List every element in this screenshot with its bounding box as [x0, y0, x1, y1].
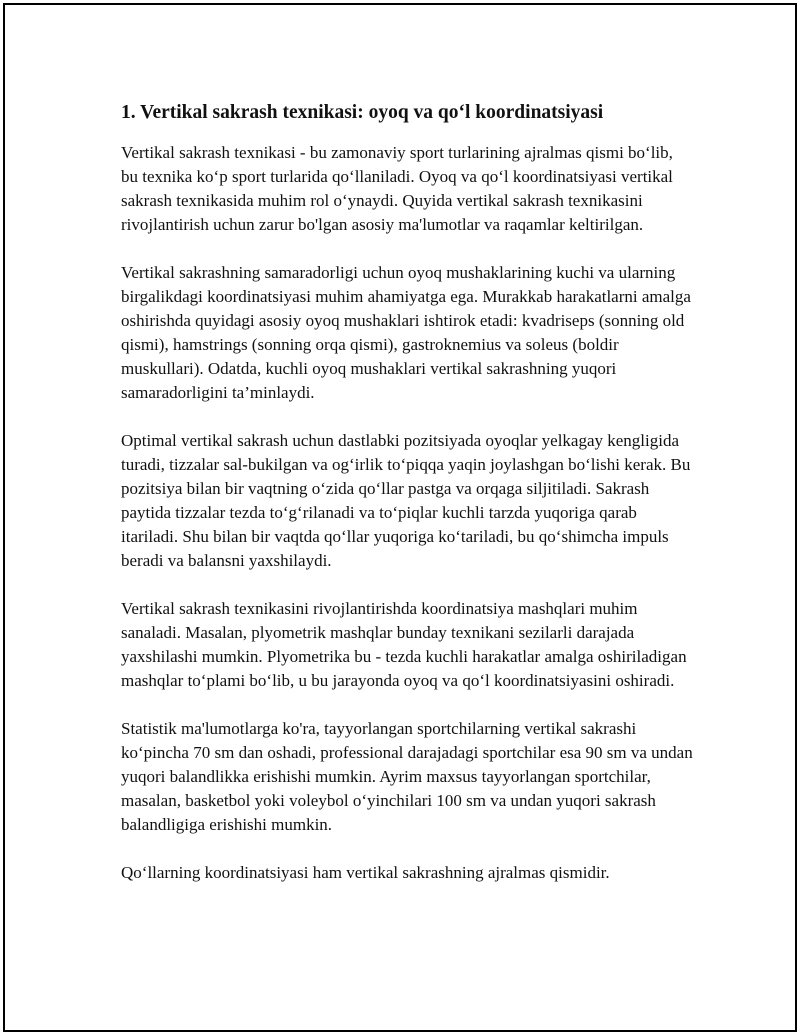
paragraph-coordination-exercises: Vertikal sakrash texnikasini rivojlantirishda koordinatsiya mashqlari muhim sanaladi. Masalan, plyometrik mashqlar bunday texnikani sezilarli darajada yaxshilashi mumkin. Plyometrika bu - tezda kuchli harakatlar amalga oshiriladigan mashqlar to‘plami bo‘lib, u bu jarayonda oyoq va qo‘l koordinatsiyasini oshiradi.	[121, 599, 687, 690]
paragraph-starting-position: Optimal vertikal sakrash uchun dastlabki pozitsiyada oyoqlar yelkagay kengligida turadi, tizzalar sal-bukilgan va og‘irlik to‘piqqa yaqin joylashgan bo‘lishi kerak. Bu pozitsiya bilan bir vaqtning o‘zida qo‘llar pastga va orqaga siljitiladi. Sakrash paytida tizzalar tezda to‘g‘rilanadi va to‘piqlar kuchli tarzda yuqoriga qarab itariladi. Shu bilan bir vaqtda qo‘llar yuqoriga ko‘tariladi, bu qo‘shimcha impuls beradi va balansni yaxshilaydi.	[121, 431, 691, 570]
section-heading: 1. Vertikal sakrash texnikasi: oyoq va qo‘l koordinatsiyasi	[121, 102, 604, 123]
document-body	[121, 101, 693, 909]
page-frame	[3, 3, 797, 1032]
paragraph-leg-muscles: Vertikal sakrashning samaradorligi uchun oyoq mushaklarining kuchi va ularning birgalikdagi koordinatsiyasi muhim ahamiyatga ega. Murakkab harakatlarni amalga oshirishda quyidagi asosiy oyoq mushaklari ishtirok etadi: kvadriseps (sonning old qismi), hamstrings (sonning orqa qismi), gastroknemius va soleus (boldir muskullari). Odatda, kuchli oyoq mushaklari vertikal sakrashning yuqori samaradorligini ta’minlaydi.	[121, 263, 691, 402]
paragraph-statistics: Statistik ma'lumotlarga ko'ra, tayyorlangan sportchilarning vertikal sakrashi ko‘pincha 70 sm dan oshadi, professional darajadagi sportchilar esa 90 sm va undan yuqori balandlikka erishishi mumkin. Ayrim maxsus tayyorlangan sportchilar, masalan, basketbol yoki voleybol o‘yinchilari 100 sm va undan yuqori sakrash balandligiga erishishi mumkin.	[121, 719, 693, 834]
paragraph-intro: Vertikal sakrash texnikasi - bu zamonaviy sport turlarining ajralmas qismi bo‘lib, bu texnika ko‘p sport turlarida qo‘llaniladi. Oyoq va qo‘l koordinatsiyasi vertikal sakrash texnikasida muhim rol o‘ynaydi. Quyida vertikal sakrash texnikasini rivojlantirish uchun zarur bo'lgan asosiy ma'lumotlar va raqamlar keltirilgan.	[121, 143, 673, 234]
paragraph-arm-coordination: Qo‘llarning koordinatsiyasi ham vertikal sakrashning ajralmas qismidir.	[121, 863, 610, 882]
